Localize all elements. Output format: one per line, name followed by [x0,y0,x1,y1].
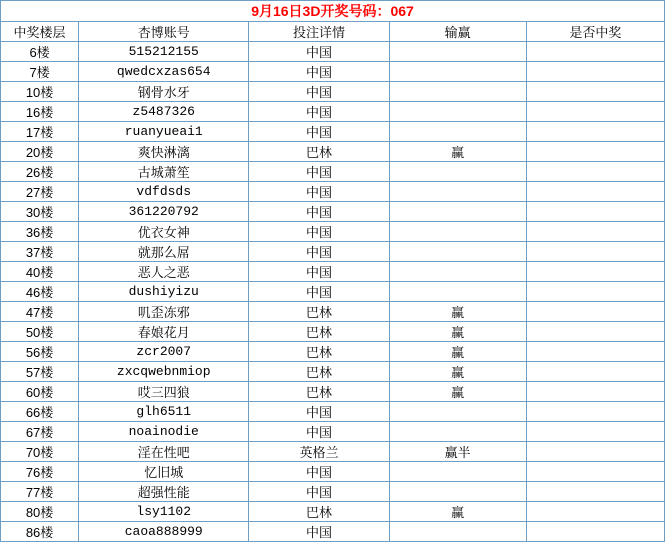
cell-floor: 70楼 [1,442,79,462]
cell-is-winner [526,322,664,342]
cell-bet-detail: 中国 [249,402,389,422]
cell-bet-detail: 巴林 [249,502,389,522]
table-row [1,402,665,422]
cell-account: glh6511 [79,402,249,422]
cell-is-winner [526,482,664,502]
cell-result: 赢 [389,362,526,382]
cell-result [389,462,526,482]
sheet-title-cell [1,1,665,22]
table-row [1,302,665,322]
cell-result [389,162,526,182]
cell-account: 哎三四狼 [79,382,249,402]
cell-is-winner [526,282,664,302]
cell-result: 赢 [389,302,526,322]
cell-account: noainodie [79,422,249,442]
column-header-floor: 中奖楼层 [1,22,79,42]
column-header-account: 杏博账号 [79,22,249,42]
cell-result: 赢 [389,502,526,522]
cell-bet-detail: 中国 [249,262,389,282]
cell-account: 钢骨水牙 [79,82,249,102]
cell-floor: 36楼 [1,222,79,242]
cell-account: 优衣女神 [79,222,249,242]
cell-is-winner [526,122,664,142]
cell-is-winner [526,62,664,82]
cell-account: 叽歪冻邪 [79,302,249,322]
cell-is-winner [526,422,664,442]
cell-bet-detail: 中国 [249,522,389,542]
column-header-result: 输赢 [389,22,526,42]
cell-floor: 77楼 [1,482,79,502]
cell-account: 361220792 [79,202,249,222]
cell-account: caoa888999 [79,522,249,542]
cell-bet-detail: 中国 [249,182,389,202]
cell-is-winner [526,342,664,362]
cell-result: 赢 [389,142,526,162]
cell-account: z5487326 [79,102,249,122]
table-row [1,242,665,262]
cell-bet-detail: 中国 [249,242,389,262]
table-row [1,362,665,382]
page-title: 9月16日3D开奖号码：067 [251,3,414,19]
cell-is-winner [526,442,664,462]
cell-is-winner [526,402,664,422]
table-row [1,522,665,542]
cell-floor: 30楼 [1,202,79,222]
cell-account: zcr2007 [79,342,249,362]
cell-floor: 47楼 [1,302,79,322]
cell-result [389,202,526,222]
cell-bet-detail: 巴林 [249,362,389,382]
cell-floor: 20楼 [1,142,79,162]
cell-result: 赢半 [389,442,526,462]
table-row [1,222,665,242]
cell-result [389,482,526,502]
cell-floor: 66楼 [1,402,79,422]
cell-result [389,102,526,122]
cell-account: 古城萧笙 [79,162,249,182]
cell-floor: 67楼 [1,422,79,442]
cell-result [389,42,526,62]
cell-bet-detail: 巴林 [249,302,389,322]
cell-bet-detail: 中国 [249,222,389,242]
cell-bet-detail: 中国 [249,102,389,122]
cell-account: qwedcxzas654 [79,62,249,82]
cell-floor: 86楼 [1,522,79,542]
table-row [1,482,665,502]
cell-is-winner [526,82,664,102]
cell-account: 淫在性吧 [79,442,249,462]
table-row [1,62,665,82]
cell-is-winner [526,142,664,162]
cell-account: 恶人之恶 [79,262,249,282]
table-row [1,82,665,102]
table-row [1,122,665,142]
table-row [1,462,665,482]
cell-bet-detail: 中国 [249,462,389,482]
cell-result [389,282,526,302]
cell-is-winner [526,102,664,122]
cell-result [389,522,526,542]
cell-floor: 57楼 [1,362,79,382]
cell-account: vdfdsds [79,182,249,202]
cell-is-winner [526,502,664,522]
cell-result [389,182,526,202]
cell-bet-detail: 中国 [249,282,389,302]
cell-is-winner [526,262,664,282]
cell-floor: 76楼 [1,462,79,482]
table-row [1,182,665,202]
cell-account: dushiyizu [79,282,249,302]
cell-bet-detail: 中国 [249,122,389,142]
cell-result [389,402,526,422]
cell-floor: 56楼 [1,342,79,362]
cell-result [389,222,526,242]
cell-result [389,82,526,102]
table-row [1,342,665,362]
table-row [1,102,665,122]
cell-bet-detail: 中国 [249,82,389,102]
column-header-bet-detail: 投注详情 [249,22,389,42]
table-row [1,202,665,222]
cell-result [389,422,526,442]
title-row [1,1,665,22]
cell-floor: 37楼 [1,242,79,262]
cell-bet-detail: 中国 [249,422,389,442]
cell-bet-detail: 中国 [249,162,389,182]
cell-is-winner [526,522,664,542]
cell-floor: 60楼 [1,382,79,402]
table-row [1,502,665,522]
cell-is-winner [526,462,664,482]
table-row [1,162,665,182]
cell-account: 春娘花月 [79,322,249,342]
cell-account: ruanyueai1 [79,122,249,142]
table-row [1,422,665,442]
cell-result: 赢 [389,342,526,362]
cell-floor: 16楼 [1,102,79,122]
cell-account: 就那么屌 [79,242,249,262]
cell-result: 赢 [389,322,526,342]
table-row [1,282,665,302]
cell-floor: 80楼 [1,502,79,522]
cell-floor: 7楼 [1,62,79,82]
table-row [1,262,665,282]
cell-is-winner [526,202,664,222]
cell-bet-detail: 中国 [249,62,389,82]
cell-account: 爽快淋漓 [79,142,249,162]
cell-is-winner [526,302,664,322]
table-row [1,382,665,402]
cell-bet-detail: 巴林 [249,342,389,362]
cell-bet-detail: 中国 [249,202,389,222]
cell-result [389,242,526,262]
cell-floor: 26楼 [1,162,79,182]
cell-account: zxcqwebnmiop [79,362,249,382]
table-row [1,142,665,162]
cell-floor: 40楼 [1,262,79,282]
cell-floor: 27楼 [1,182,79,202]
cell-account: 忆旧城 [79,462,249,482]
cell-is-winner [526,242,664,262]
cell-is-winner [526,182,664,202]
cell-floor: 46楼 [1,282,79,302]
cell-bet-detail: 巴林 [249,322,389,342]
cell-bet-detail: 英格兰 [249,442,389,462]
cell-is-winner [526,362,664,382]
cell-floor: 10楼 [1,82,79,102]
table-row [1,42,665,62]
cell-floor: 17楼 [1,122,79,142]
table-header-row [1,22,665,42]
cell-result [389,62,526,82]
cell-account: 超强性能 [79,482,249,502]
cell-bet-detail: 中国 [249,482,389,502]
cell-is-winner [526,382,664,402]
cell-result [389,262,526,282]
cell-floor: 50楼 [1,322,79,342]
cell-result: 赢 [389,382,526,402]
cell-is-winner [526,42,664,62]
cell-bet-detail: 中国 [249,42,389,62]
cell-bet-detail: 巴林 [249,142,389,162]
cell-account: 515212155 [79,42,249,62]
column-header-is-winner: 是否中奖 [526,22,664,42]
cell-is-winner [526,222,664,242]
cell-result [389,122,526,142]
table-row [1,442,665,462]
cell-is-winner [526,162,664,182]
cell-floor: 6楼 [1,42,79,62]
cell-bet-detail: 巴林 [249,382,389,402]
cell-account: lsy1102 [79,502,249,522]
table-row [1,322,665,342]
table-body [1,1,665,542]
